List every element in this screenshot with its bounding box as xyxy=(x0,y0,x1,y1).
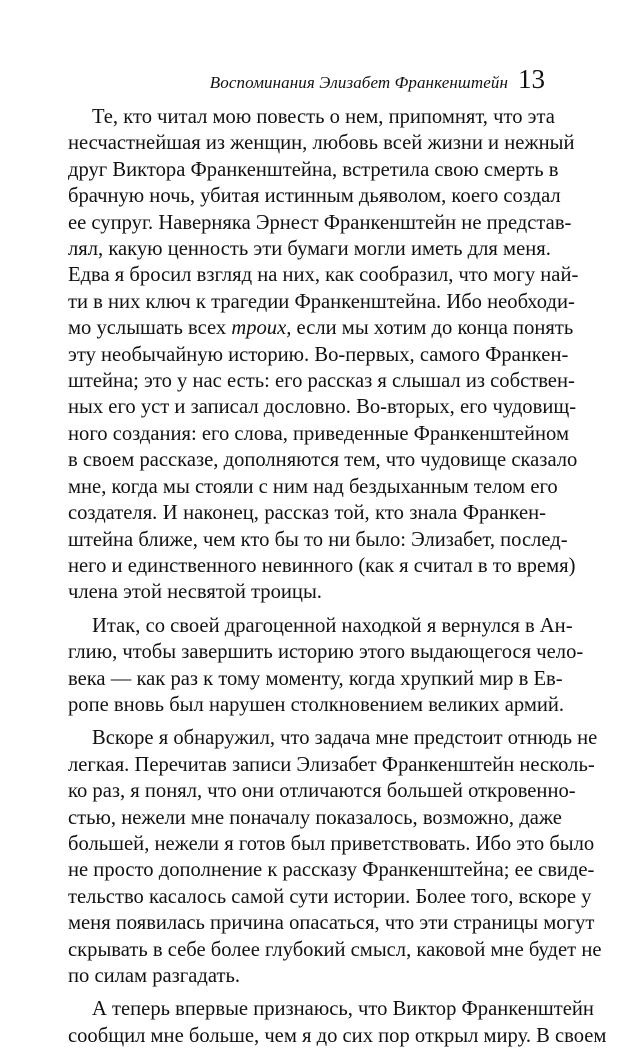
paragraph xyxy=(68,996,607,1049)
text-line: Едва я бросил взгляд на них, как сообразил, что могу най- xyxy=(68,264,579,287)
text-line: века — как раз к тому моменту, когда хрупкий мир в Ев- xyxy=(68,667,563,690)
text-line: члена этой несвятой троицы. xyxy=(68,581,322,604)
text-line: по силам разгадать. xyxy=(68,965,241,987)
text-line: ко раз, я понял, что они отличаются большей откровенно- xyxy=(68,780,576,803)
text-line: тельство касалось самой сути истории. Более того, вскоре у xyxy=(68,885,592,908)
text-line: сообщил мне больше, чем я до сих пор открыл миру. В своем xyxy=(68,1024,607,1047)
text-line: глию, чтобы завершить историю этого выдающегося чело- xyxy=(68,641,584,664)
text-line: ее супруг. Наверняка Эрнест Франкенштейн не представ- xyxy=(68,211,572,234)
text-line: ного создания: его слова, приведенные Франкенштейном xyxy=(68,422,569,445)
text-line: мне, когда мы стояли с ним над бездыханным телом его xyxy=(68,475,558,498)
text-line: Те, кто читал мою повесть о нем, припомнят, что эта xyxy=(92,106,555,128)
text-run: если мы хотим до конца понять xyxy=(291,317,574,340)
page-number: 13 xyxy=(518,64,545,94)
text-line: штейна ближе, чем кто бы то ни было: Элизабет, послед- xyxy=(68,528,568,551)
italic-emphasis: троих, xyxy=(231,317,292,340)
text-line: большей, нежели я готов был приветствовать. Ибо это было xyxy=(68,832,595,855)
text-line: А теперь впервые признаюсь, что Виктор Франкенштейн xyxy=(92,998,594,1021)
paragraph-gap xyxy=(68,606,546,613)
text-line: ных его уст и записал дословно. Во-вторых, его чудовищ- xyxy=(68,396,577,419)
text-line: ти в них ключ к трагедии Франкенштейна. Ибо необходи- xyxy=(68,290,575,313)
text-line: меня появилась причина опасаться, что эти страницы могут xyxy=(68,912,595,935)
text-line: в своем рассказе, дополняются тем, что чудовище сказало xyxy=(68,449,578,472)
paragraph-gap xyxy=(68,718,546,725)
text-line: лял, какую ценность эти бумаги могли иметь для меня. xyxy=(68,238,551,261)
text-line: друг Виктора Франкенштейна, встретила свою смерть в xyxy=(68,158,559,181)
text-line: несчастнейшая из женщин, любовь всей жизни и нежный xyxy=(68,132,575,155)
text-line: Итак, со своей драгоценной находкой я вернулся в Ан- xyxy=(92,614,573,637)
text-line: легкая. Перечитав записи Элизабет Франкенштейн несколь- xyxy=(68,753,595,776)
text-line: него и единственного невинного (как я считал в то время) xyxy=(68,554,576,577)
running-head-title: Воспоминания Элизабет Франкенштейн xyxy=(209,73,508,92)
body-text xyxy=(68,104,607,1049)
text-run: мо услышать всех xyxy=(68,317,232,340)
text-line: Вскоре я обнаружил, что задача мне предстоит отнюдь не xyxy=(92,727,598,750)
text-line: не просто дополнение к рассказу Франкенштейна; ее свиде- xyxy=(68,859,595,882)
text-line: ропе вновь был нарушен столкновением великих армий. xyxy=(68,693,565,716)
paragraph xyxy=(68,104,579,606)
paragraph-gap xyxy=(68,989,546,996)
text-line xyxy=(68,315,574,341)
text-line: создателя. И наконец, рассказ той, кто знала Франкен- xyxy=(68,502,546,525)
text-line: скрывать в себе более глубокий смысл, каковой мне будет не xyxy=(68,938,602,961)
text-line: эту необычайную историю. Во-первых, самого Франкен- xyxy=(68,343,569,366)
text-line: стью, нежели мне поначалу показалось, возможно, даже xyxy=(68,806,562,829)
text-line: брачную ночь, убитая истинным дьяволом, коего создал xyxy=(68,185,561,208)
paragraph xyxy=(68,725,602,989)
text-line: штейна; это у нас есть: его рассказ я слышал из собствен- xyxy=(68,370,575,393)
running-head xyxy=(210,66,545,93)
paragraph xyxy=(68,613,584,719)
